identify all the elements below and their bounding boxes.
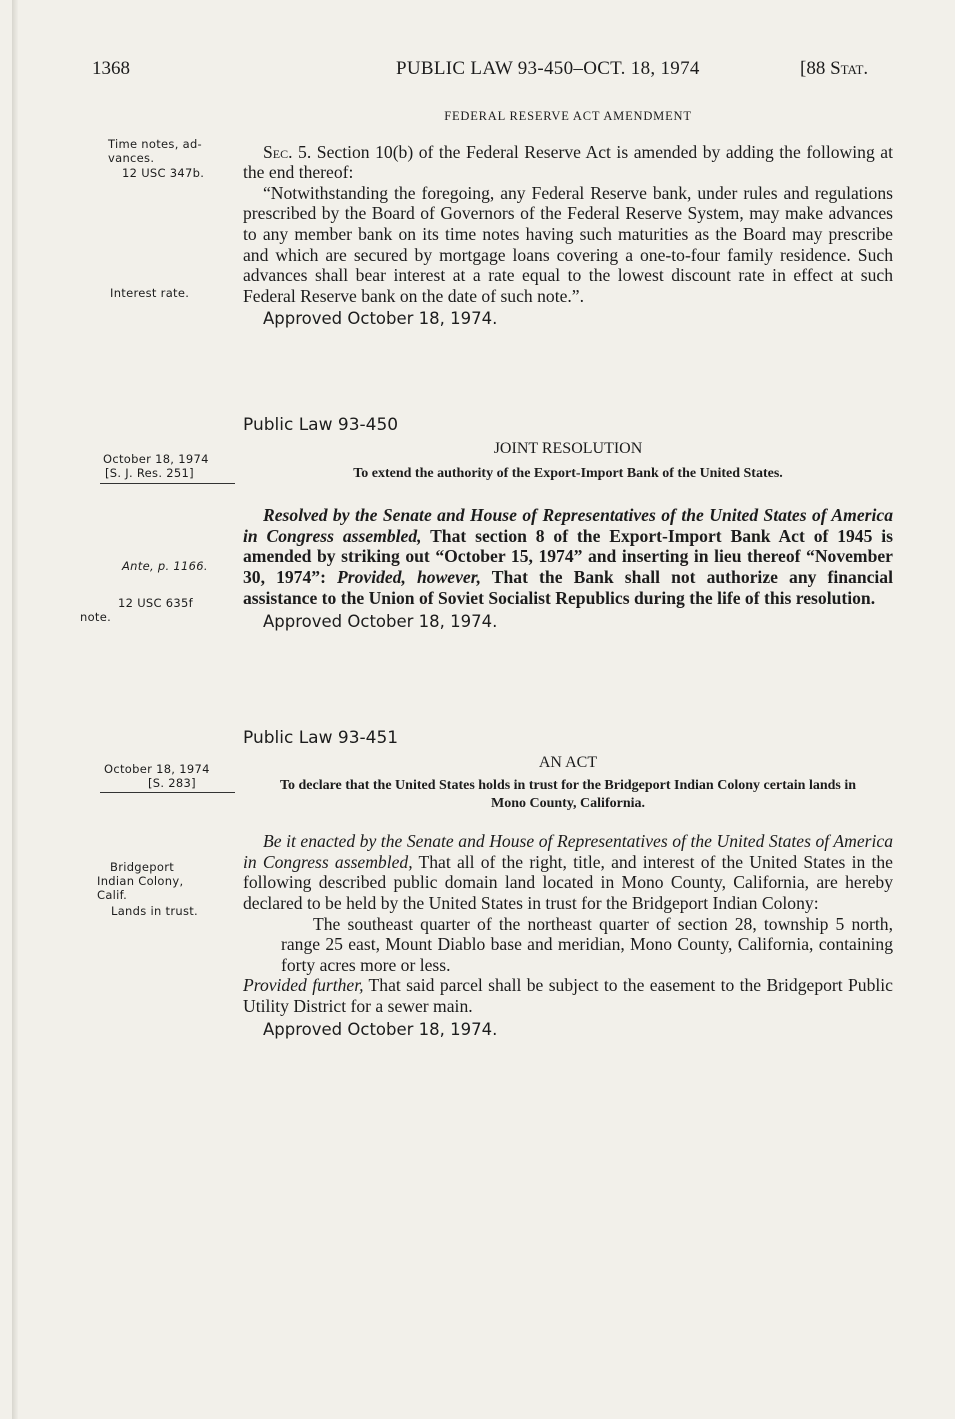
margin-note-usc-347b: 12 USC 347b. [122, 166, 205, 180]
margin-note-interest-rate: Interest rate. [110, 286, 190, 300]
volume-stat: Stat. [830, 58, 869, 79]
section-quote: “Notwithstanding the foregoing, any Federal Reserve bank, under rules and regulations prescribed by the Board of Governors of the Federal Reserve System, may make advances to any member bank on its time notes having such maturities as the Board may prescribe and which are secured by mortgage loans covering a one-to-four family residence. Such advances shall bear interest at a rate equal to the lowest discount rate in effect at such Federal Reserve bank on the date of such note.”. [243, 182, 893, 306]
resolved-clause: Resolved by the Senate and House of Representatives of the United States of America in Congress assembled, [243, 505, 893, 546]
margin-note-date-2: October 18, 1974 [104, 762, 210, 776]
section-intro [243, 142, 893, 183]
page-number: 1368 [92, 58, 130, 79]
volume-number: [88 [800, 58, 831, 79]
law-body [243, 505, 893, 608]
law-title: To extend the authority of the Export-Import Bank of the United States. [353, 466, 783, 482]
margin-note-date-1: October 18, 1974 [103, 452, 209, 466]
law-title: To declare that the United States holds in trust for the Bridgeport Indian Colony certain lands in Mono County, California. [279, 778, 857, 812]
margin-note-line: Time notes, ad- [108, 137, 203, 151]
margin-note-line: Indian Colony, [97, 874, 184, 888]
proviso [243, 975, 893, 1016]
law-heading: Public Law 93-451 [243, 728, 399, 748]
law-body-text-2: That the Bank shall not authorize any financial assistance to the Union of Soviet Socialist Republics during the life of this resolution. [243, 566, 893, 608]
section-label: Sec. 5. [263, 141, 312, 162]
law-type: AN ACT [538, 753, 598, 771]
public-law-93-450 [243, 415, 893, 633]
running-head-title: PUBLIC LAW 93-450–OCT. 18, 1974 [396, 58, 700, 79]
margin-note-line: Calif. [97, 888, 128, 902]
enacted-clause: Be it enacted by the Senate and House of Representatives of the United States of America in Congress assembled, [243, 831, 893, 872]
law-body-text-1: That all of the right, title, and interest of the United States in the following described public domain land located in Mono County, California, are hereby declared to be held by the United States in trust for the Bridgeport Indian Colony: [243, 851, 893, 913]
margin-note-line: 12 USC 635f [118, 596, 193, 610]
page-edge [12, 0, 18, 1419]
approved-line-3: Approved October 18, 1974. [263, 1019, 498, 1039]
provided-further-clause: Provided further, [243, 975, 364, 996]
margin-note-sj-res: [S. J. Res. 251] [105, 466, 194, 480]
approved-line-1: Approved October 18, 1974. [263, 309, 498, 329]
federal-reserve-section [243, 106, 893, 330]
section-heading: FEDERAL RESERVE ACT AMENDMENT [444, 109, 692, 123]
approved-line-2: Approved October 18, 1974. [263, 612, 498, 632]
law-body-text-1: That section 8 of the Export-Import Bank Act of 1945 is amended by striking out “October 15, 1974” and inserting in lieu thereof “November 30, 1974”: [243, 525, 893, 587]
margin-note-s-283: [S. 283] [148, 776, 196, 790]
provided-clause: Provided, however, [337, 566, 482, 587]
margin-note-line: vances. [108, 151, 155, 165]
volume-reference [800, 58, 868, 80]
section-intro-text: Section 10(b) of the Federal Reserve Act is amended by adding the following at the end thereof: [243, 141, 893, 183]
margin-rule-1 [100, 483, 235, 484]
margin-note-line: Bridgeport [110, 860, 175, 874]
margin-note-bridgeport [97, 860, 184, 902]
margin-note-lands-in-trust: Lands in trust. [111, 904, 199, 918]
margin-note-usc-635f [80, 596, 193, 624]
law-heading: Public Law 93-450 [243, 415, 399, 435]
law-body [243, 831, 893, 913]
margin-note-ante: Ante, p. 1166. [122, 559, 208, 573]
margin-note-line: note. [80, 610, 112, 624]
land-description: The southeast quarter of the northeast quarter of section 28, township 5 north, range 25 east, Mount Diablo base and meridian, Mono County, California, containing forty acres more or less. [281, 913, 893, 975]
margin-rule-2 [100, 792, 235, 793]
margin-note-time-notes [108, 137, 202, 165]
public-law-93-451 [243, 728, 893, 1040]
law-type: JOINT RESOLUTION [493, 439, 643, 457]
running-header [0, 58, 955, 88]
proviso-text: That said parcel shall be subject to the easement to the Bridgeport Public Utility District for a sewer main. [243, 975, 893, 1016]
